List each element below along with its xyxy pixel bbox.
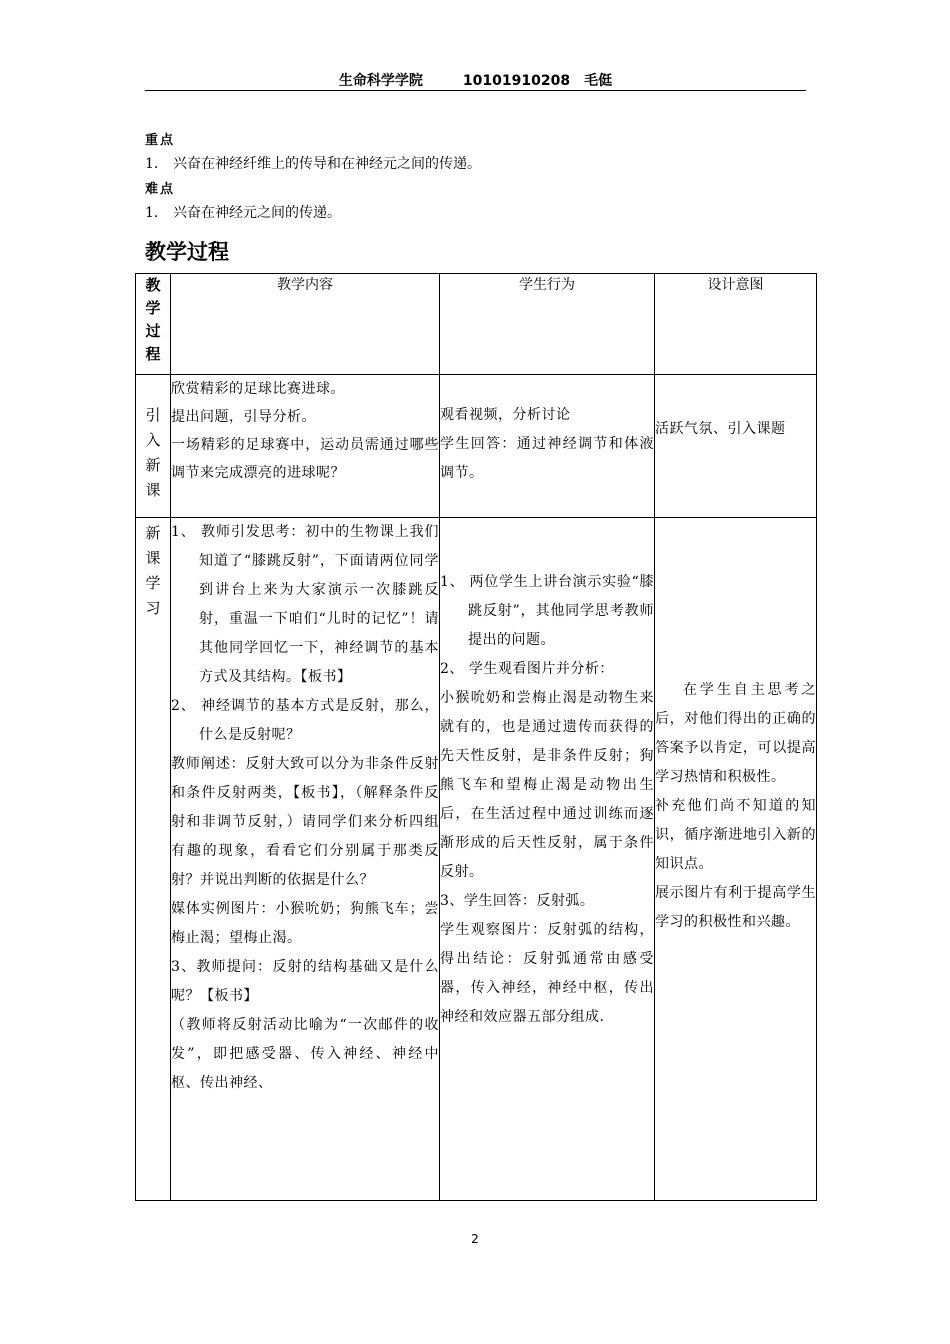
content-paragraph: 媒体实例图片：小猴吮奶；狗熊飞车；尝梅止渴；望梅止渴。 xyxy=(171,901,439,946)
phase-label: 新课学习 xyxy=(145,524,161,617)
student-paragraph: 3、学生回答：反射弧。 xyxy=(440,893,595,909)
student-paragraph: 1、 两位学生上讲台演示实验“膝跳反射”，其他同学思考教师提出的问题。 xyxy=(440,574,654,648)
focus-item xyxy=(145,153,481,173)
intent-cell xyxy=(655,375,817,518)
focus-item-text: 兴奋在神经纤维上的传导和在神经元之间的传递。 xyxy=(173,156,481,172)
student-line: 学生回答：通过神经调节和体液调节。 xyxy=(440,436,654,481)
content-cell xyxy=(171,375,440,518)
teaching-process-table xyxy=(135,273,817,1201)
content-line: 一场精彩的足球赛中，运动员需通过哪些调节来完成漂亮的进球呢？ xyxy=(171,437,439,481)
student-paragraph: 小猴吮奶和尝梅止渴是动物生来就有的，也是通过遗传而获得的先天性反射，是非条件反射；狗熊飞车和望梅止渴是动物出生后，在生活过程中通过训练而逐渐形成的后天性反射，属于条件反射。 xyxy=(440,690,654,880)
difficulty-heading: 难点 xyxy=(145,182,176,197)
header-student-id: 10101910208 xyxy=(462,73,571,89)
table-header-row xyxy=(136,274,817,375)
focus-heading: 重点 xyxy=(145,133,176,148)
phase-label: 引入新课 xyxy=(145,406,161,499)
header-name: 毛侹 xyxy=(584,73,613,89)
student-cell xyxy=(440,375,655,518)
intent-paragraph: 在学生自主思考之后，对他们得出的正确的答案予以肯定，可以提高学习热情和积极性。 xyxy=(655,682,816,785)
focus-item-number: 1. xyxy=(145,156,159,172)
header-student: 学生行为 xyxy=(440,274,655,375)
content-paragraph: 2、 神经调节的基本方式是反射，那么，什么是反射呢？ xyxy=(171,698,439,743)
header-intent: 设计意图 xyxy=(655,274,817,375)
page-number: 2 xyxy=(471,1232,479,1246)
student-paragraph: 2、 学生观看图片并分析： xyxy=(440,661,614,677)
intent-paragraph: 展示图片有利于提高学生学习的积极性和兴趣。 xyxy=(655,885,816,930)
section-title: 教学过程 xyxy=(145,240,229,264)
table-row-new-lesson xyxy=(136,518,817,1201)
phase-cell xyxy=(136,375,171,518)
intent-line: 活跃气氛、引入课题 xyxy=(655,421,786,437)
content-cell xyxy=(171,518,440,1201)
student-cell xyxy=(440,518,655,1201)
student-line: 观看视频，分析讨论 xyxy=(440,407,571,423)
header-content: 教学内容 xyxy=(171,274,440,375)
difficulty-item-number: 1. xyxy=(145,205,159,221)
header-college: 生命科学学院 xyxy=(338,73,423,89)
table-row-intro xyxy=(136,375,817,518)
content-line: 提出问题，引导分析。 xyxy=(171,409,316,425)
difficulty-item-text: 兴奋在神经元之间的传递。 xyxy=(173,205,341,221)
difficulty-item xyxy=(145,202,341,222)
header-rule xyxy=(145,90,806,91)
intent-cell xyxy=(655,518,817,1201)
content-paragraph: 3、教师提问：反射的结构基础又是什么呢？【板书】 xyxy=(171,959,439,1004)
student-paragraph: 学生观察图片：反射弧的结构，得出结论：反射弧通常由感受器，传入神经，神经中枢，传出神经和效应器五部分组成. xyxy=(440,922,654,1025)
content-paragraph: 1、 教师引发思考：初中的生物课上我们知道了“膝跳反射”，下面请两位同学到讲台上来为大家演示一次膝跳反射，重温一下咱们“儿时的记忆”！请其他同学回忆一下，神经调节的基本方式及其结构。【板书】 xyxy=(171,524,439,685)
content-paragraph: （教师将反射活动比喻为“一次邮件的收发”，即把感受器、传入神经、神经中枢、传出神经、 xyxy=(171,1017,439,1091)
page-header xyxy=(145,70,806,90)
intent-paragraph: 补充他们尚不知道的知识，循序渐进地引入新的知识点。 xyxy=(655,798,816,872)
content-paragraph: 教师阐述：反射大致可以分为非条件反射和条件反射两类，【板书】，（解释条件反射和非调节反射，）请同学们来分析四组有趣的现象，看看它们分别属于那类反射？并说出判断的依据是什么？ xyxy=(171,756,439,888)
phase-cell xyxy=(136,518,171,1201)
header-process: 教学过程 xyxy=(136,274,171,375)
content-line: 欣赏精彩的足球比赛进球。 xyxy=(171,381,345,397)
